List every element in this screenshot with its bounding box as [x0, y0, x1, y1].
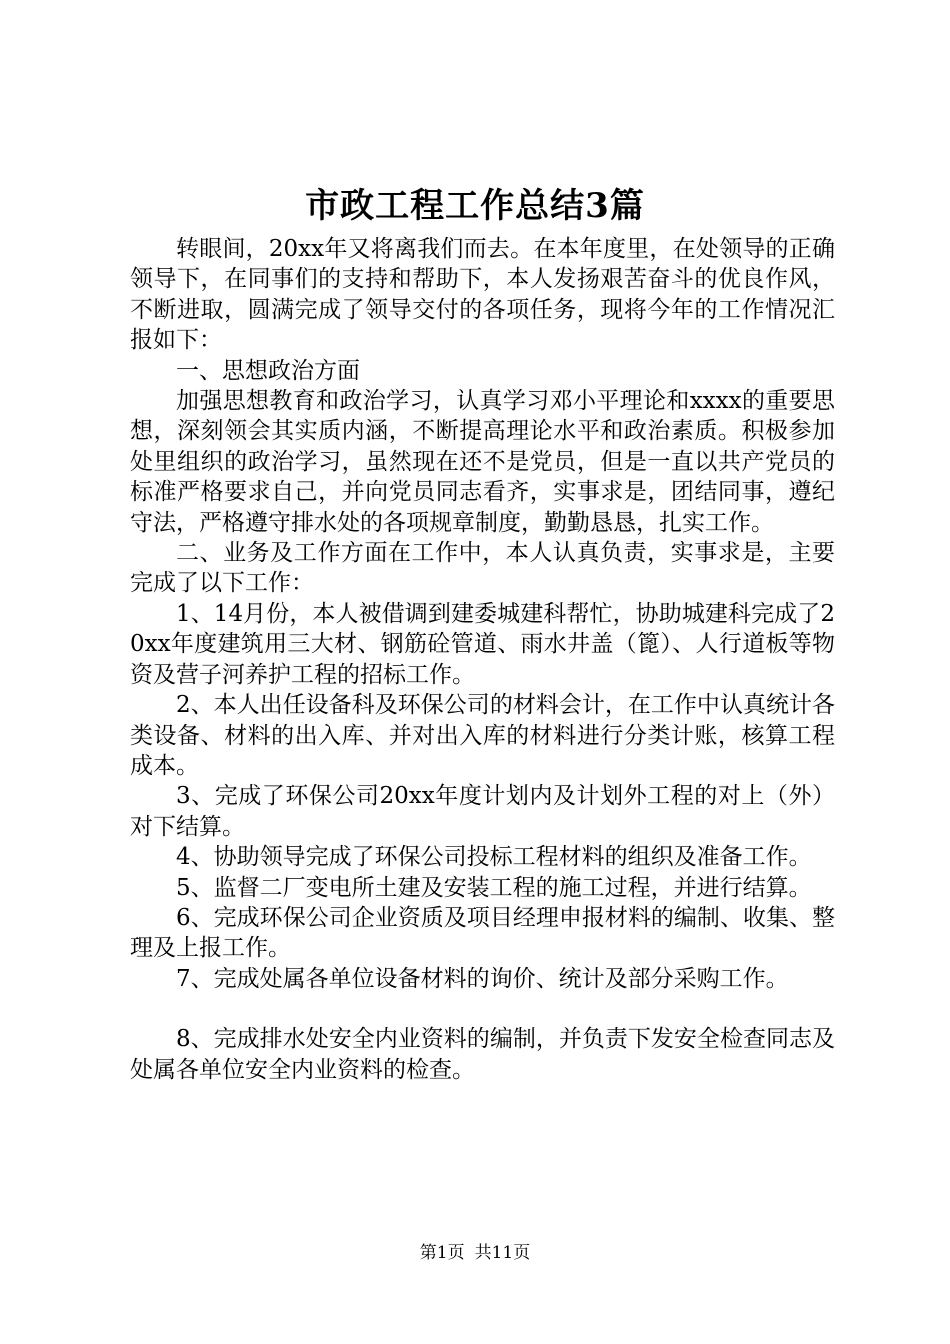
paragraph-intro: 转眼间，20xx年又将离我们而去。在本年度里，在处领导的正确领导下，在同事们的支持和帮助下，本人发扬艰苦奋斗的优良作风，不断进取，圆满完成了领导交付的各项任务，现将今年的工作情况汇报如下： [130, 236, 835, 354]
page-total: 共11页 [474, 1243, 531, 1263]
list-item-4: 4、协助领导完成了环保公司投标工程材料的组织及准备工作。 [176, 844, 812, 871]
document-title: 市政工程工作总结3篇 [305, 186, 645, 226]
section-heading-politics: 一、思想政治方面 [176, 357, 360, 384]
paragraph-politics: 加强思想教育和政治学习，认真学习邓小平理论和xxxx的重要思想，深刻领会其实质内涵，不断提高理论水平和政治素质。积极参加处里组织的政治学习，虽然现在还不是党员，但是一直以共产党员的标准严格要求自己，并向党员同志看齐，实事求是，团结同事，遵纪守法，严格遵守排水处的各项规章制度，勤勤恳恳，扎实工作。 [130, 388, 835, 536]
list-item-6: 6、完成环保公司企业资质及项目经理申报材料的编制、收集、整理及上报工作。 [130, 904, 835, 962]
list-item-8: 8、完成排水处安全内业资料的编制，并负责下发安全检查同志及处属各单位安全内业资料的检查。 [130, 1026, 835, 1083]
section-heading-business: 二、业务及工作方面在工作中，本人认真负责，实事求是，主要完成了以下工作： [130, 540, 835, 597]
page-number: 第1页 [419, 1243, 465, 1263]
list-item-2: 2、本人出任设备科及环保公司的材料会计，在工作中认真统计各类设备、材料的出入库、并对出入库的材料进行分类计账，核算工程成本。 [130, 692, 835, 779]
list-item-1: 1、14月份，本人被借调到建委城建科帮忙，协助城建科完成了20xx年度建筑用三大材、钢筋砼管道、雨水井盖（篦）、人行道板等物资及营子河养护工程的招标工作。 [130, 600, 835, 688]
list-item-5: 5、监督二厂变电所土建及安装工程的施工过程，并进行结算。 [176, 874, 812, 901]
list-item-3: 3、完成了环保公司20xx年度计划内及计划外工程的对上（外）对下结算。 [130, 783, 835, 840]
list-item-7: 7、完成处属各单位设备材料的询价、统计及部分采购工作。 [176, 965, 789, 992]
page-footer [0, 1241, 950, 1265]
document-body [130, 234, 835, 1085]
